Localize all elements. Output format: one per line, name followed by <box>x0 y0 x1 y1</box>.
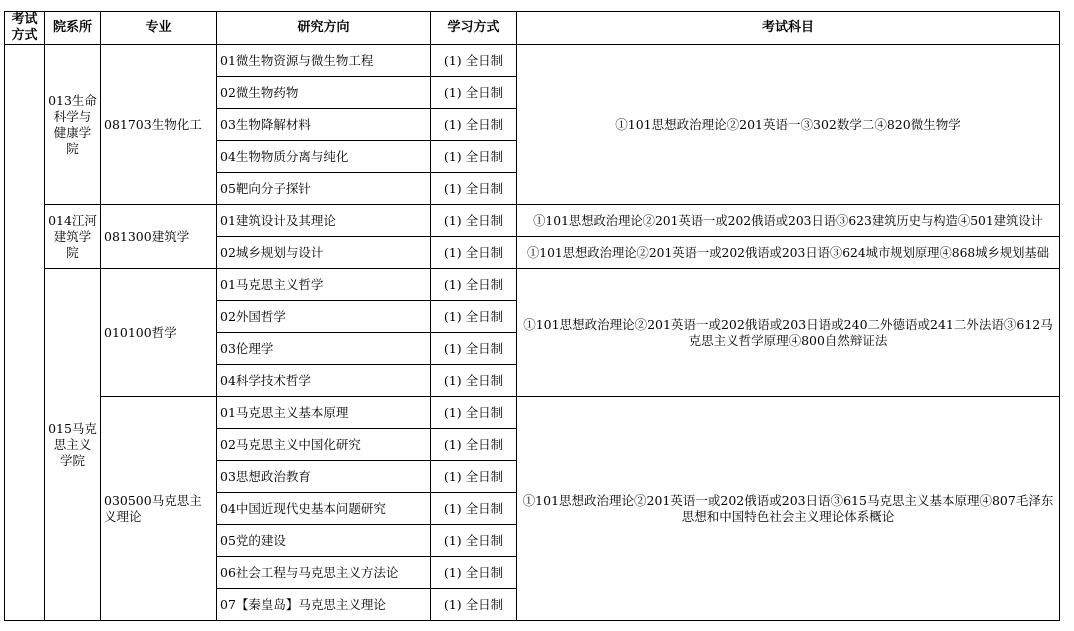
dept-cell: 014江河建筑学院 <box>45 205 101 269</box>
direction-cell: 05党的建设 <box>217 525 431 557</box>
exam-subjects-cell: ①101思想政治理论②201英语一③302数学二④820微生物学 <box>517 45 1060 205</box>
study-mode-cell: (1) 全日制 <box>431 557 517 589</box>
table-row <box>5 45 1060 77</box>
study-mode-cell: (1) 全日制 <box>431 205 517 237</box>
study-mode-cell: (1) 全日制 <box>431 109 517 141</box>
study-mode-cell: (1) 全日制 <box>431 493 517 525</box>
exam-subjects-cell: ①101思想政治理论②201英语一或202俄语或203日语③623建筑历史与构造④501建筑设计 <box>517 205 1060 237</box>
major-cell: 010100哲学 <box>101 269 217 397</box>
direction-cell: 04科学技术哲学 <box>217 365 431 397</box>
direction-cell: 04中国近现代史基本问题研究 <box>217 493 431 525</box>
direction-cell: 07【秦皇岛】马克思主义理论 <box>217 589 431 621</box>
header-direction: 研究方向 <box>217 12 431 45</box>
direction-cell: 03伦理学 <box>217 333 431 365</box>
header-study: 学习方式 <box>431 12 517 45</box>
major-cell: 030500马克思主义理论 <box>101 397 217 621</box>
major-cell: 081300建筑学 <box>101 205 217 269</box>
mode-cell <box>5 45 45 621</box>
direction-cell: 02城乡规划与设计 <box>217 237 431 269</box>
direction-cell: 02微生物药物 <box>217 77 431 109</box>
study-mode-cell: (1) 全日制 <box>431 173 517 205</box>
study-mode-cell: (1) 全日制 <box>431 333 517 365</box>
table-body <box>5 45 1060 621</box>
header-row <box>5 12 1060 45</box>
direction-cell: 01微生物资源与微生物工程 <box>217 45 431 77</box>
header-mode: 考试方式 <box>5 12 45 45</box>
direction-cell: 02外国哲学 <box>217 301 431 333</box>
admissions-table <box>4 11 1060 621</box>
table-row <box>5 269 1060 301</box>
study-mode-cell: (1) 全日制 <box>431 525 517 557</box>
major-cell: 081703生物化工 <box>101 45 217 205</box>
direction-cell: 03生物降解材料 <box>217 109 431 141</box>
direction-cell: 01马克思主义基本原理 <box>217 397 431 429</box>
exam-subjects-cell: ①101思想政治理论②201英语一或202俄语或203日语③615马克思主义基本原理④807毛泽东思想和中国特色社会主义理论体系概论 <box>517 397 1060 621</box>
study-mode-cell: (1) 全日制 <box>431 237 517 269</box>
dept-cell: 015马克思主义学院 <box>45 269 101 621</box>
direction-cell: 06社会工程与马克思主义方法论 <box>217 557 431 589</box>
study-mode-cell: (1) 全日制 <box>431 301 517 333</box>
header-exam: 考试科目 <box>517 12 1060 45</box>
study-mode-cell: (1) 全日制 <box>431 45 517 77</box>
direction-cell: 03思想政治教育 <box>217 461 431 493</box>
header-dept: 院系所 <box>45 12 101 45</box>
study-mode-cell: (1) 全日制 <box>431 429 517 461</box>
study-mode-cell: (1) 全日制 <box>431 461 517 493</box>
study-mode-cell: (1) 全日制 <box>431 589 517 621</box>
table-row <box>5 397 1060 429</box>
study-mode-cell: (1) 全日制 <box>431 269 517 301</box>
direction-cell: 01马克思主义哲学 <box>217 269 431 301</box>
direction-cell: 01建筑设计及其理论 <box>217 205 431 237</box>
exam-subjects-cell: ①101思想政治理论②201英语一或202俄语或203日语③624城市规划原理④868城乡规划基础 <box>517 237 1060 269</box>
study-mode-cell: (1) 全日制 <box>431 77 517 109</box>
direction-cell: 04生物物质分离与纯化 <box>217 141 431 173</box>
header-major: 专业 <box>101 12 217 45</box>
exam-subjects-cell: ①101思想政治理论②201英语一或202俄语或203日语或240二外德语或241二外法语③612马克思主义哲学原理④800自然辩证法 <box>517 269 1060 397</box>
study-mode-cell: (1) 全日制 <box>431 141 517 173</box>
direction-cell: 05靶向分子探针 <box>217 173 431 205</box>
table-row <box>5 205 1060 237</box>
direction-cell: 02马克思主义中国化研究 <box>217 429 431 461</box>
study-mode-cell: (1) 全日制 <box>431 397 517 429</box>
study-mode-cell: (1) 全日制 <box>431 365 517 397</box>
dept-cell: 013生命科学与健康学院 <box>45 45 101 205</box>
